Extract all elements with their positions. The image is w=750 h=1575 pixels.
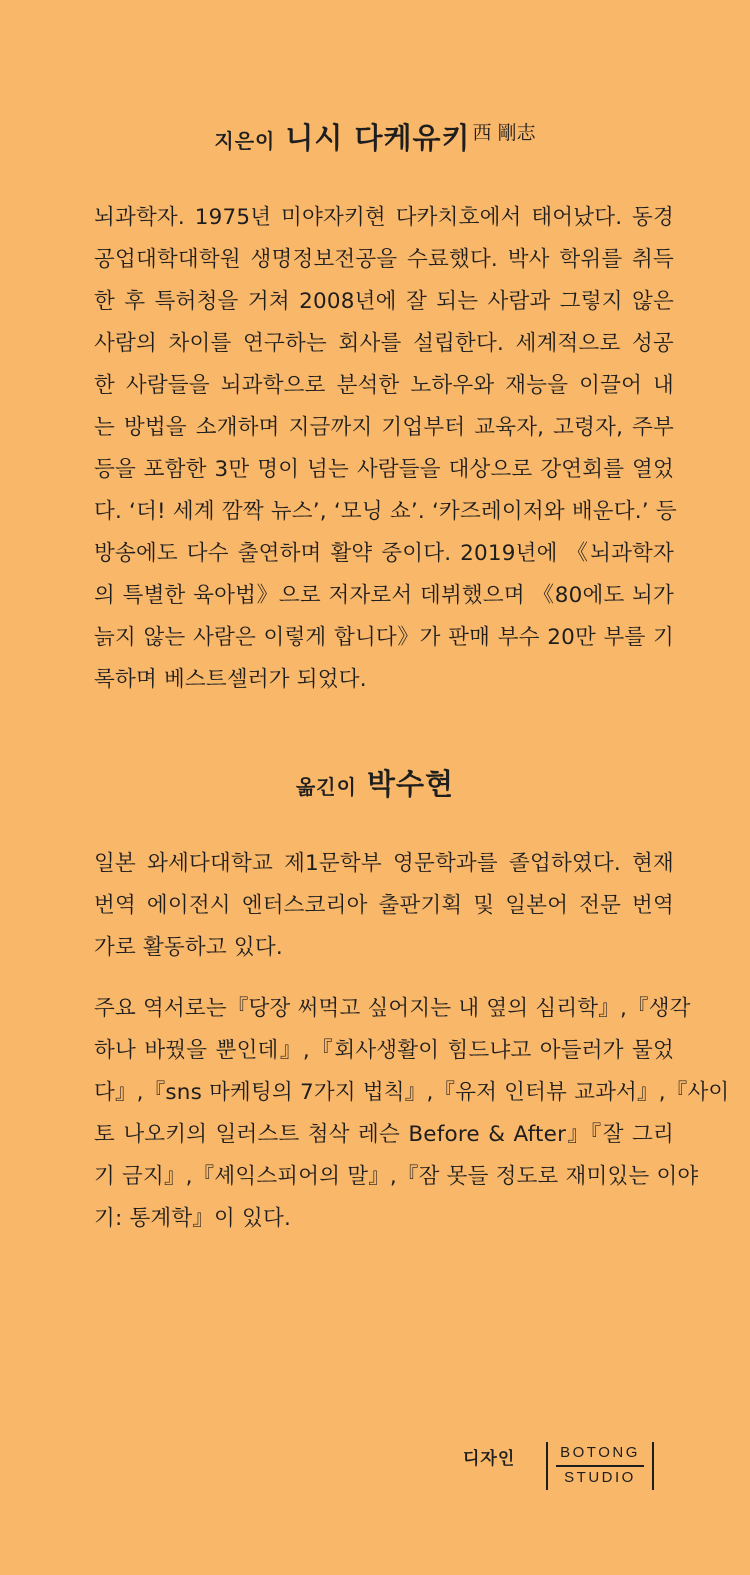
translator-bio-line: 가로 활동하고 있다. bbox=[94, 935, 283, 960]
design-label: 디자인 bbox=[463, 1449, 516, 1469]
translator-bio-line: 일본 와세다대학교 제1문학부 영문학과를 졸업하였다. 현재 bbox=[94, 851, 674, 876]
botong-studio-logo bbox=[546, 1442, 654, 1490]
author-role-label: 지은이 bbox=[214, 129, 276, 153]
translator-bio-line: 번역 에이전시 엔터스코리아 출판기획 및 일본어 전문 번역 bbox=[94, 893, 674, 918]
author-bio-line: 방송에도 다수 출연하며 활약 중이다. 2019년에 《뇌과학자 bbox=[94, 541, 674, 566]
translator-role-label: 옮긴이 bbox=[295, 775, 357, 799]
translator-bio bbox=[94, 845, 674, 971]
translator-works-line: 하나 바꿨을 뿐인데』,『회사생활이 힘드냐고 아들러가 물었 bbox=[94, 1038, 674, 1063]
author-bio-line: 한 사람들을 뇌과학으로 분석한 노하우와 재능을 이끌어 내 bbox=[94, 373, 674, 398]
translator-works bbox=[94, 990, 730, 1242]
translator-works-line: 토 나오키의 일러스트 첨삭 레슨 Before & After』『잘 그리 bbox=[94, 1122, 674, 1147]
logo-right-bar bbox=[652, 1442, 654, 1490]
author-bio-line: 다. ‘더! 세계 깜짝 뉴스’, ‘모닝 쇼’. ‘카즈레이저와 배운다.’ 등 bbox=[94, 499, 677, 524]
author-name: 니시 다케유키 bbox=[285, 121, 471, 155]
author-bio-line: 의 특별한 육아법》으로 저자로서 데뷔했으며 《80에도 뇌가 bbox=[94, 583, 674, 608]
author-bio-line: 록하며 베스트셀러가 되었다. bbox=[94, 667, 367, 692]
author-bio-line: 는 방법을 소개하며 지금까지 기업부터 교육자, 고령자, 주부 bbox=[94, 415, 674, 440]
design-credit bbox=[0, 1442, 750, 1492]
translator-heading bbox=[0, 762, 750, 803]
logo-word-top: BOTONG bbox=[560, 1444, 640, 1461]
author-bio bbox=[94, 199, 677, 703]
author-heading bbox=[0, 116, 750, 157]
translator-works-line: 주요 역서로는『당장 써먹고 싶어지는 내 옆의 심리학』,『생각 bbox=[94, 996, 691, 1021]
author-bio-line: 사람의 차이를 연구하는 회사를 설립한다. 세계적으로 성공 bbox=[94, 331, 674, 356]
author-bio-line: 공업대학대학원 생명정보전공을 수료했다. 박사 학위를 취득 bbox=[94, 247, 674, 272]
author-bio-line: 늙지 않는 사람은 이렇게 합니다》가 판매 부수 20만 부를 기 bbox=[94, 625, 674, 650]
author-bio-line: 뇌과학자. 1975년 미야자키현 다카치호에서 태어났다. 동경 bbox=[94, 205, 674, 230]
logo-divider bbox=[556, 1465, 644, 1467]
author-original-name: 西 剛志 bbox=[472, 122, 536, 144]
author-bio-line: 한 후 특허청을 거쳐 2008년에 잘 되는 사람과 그렇지 않은 bbox=[94, 289, 674, 314]
logo-word-bottom: STUDIO bbox=[564, 1469, 636, 1486]
translator-works-line: 기 금지』,『셰익스피어의 말』,『잠 못들 정도로 재미있는 이야 bbox=[94, 1164, 699, 1189]
translator-works-line: 기: 통계학』이 있다. bbox=[94, 1206, 292, 1231]
translator-works-line: 다』,『sns 마케팅의 7가지 법칙』,『유저 인터뷰 교과서』,『사이 bbox=[94, 1080, 730, 1105]
translator-name: 박수현 bbox=[366, 767, 454, 801]
author-bio-line: 등을 포함한 3만 명이 넘는 사람들을 대상으로 강연회를 열었 bbox=[94, 457, 674, 482]
